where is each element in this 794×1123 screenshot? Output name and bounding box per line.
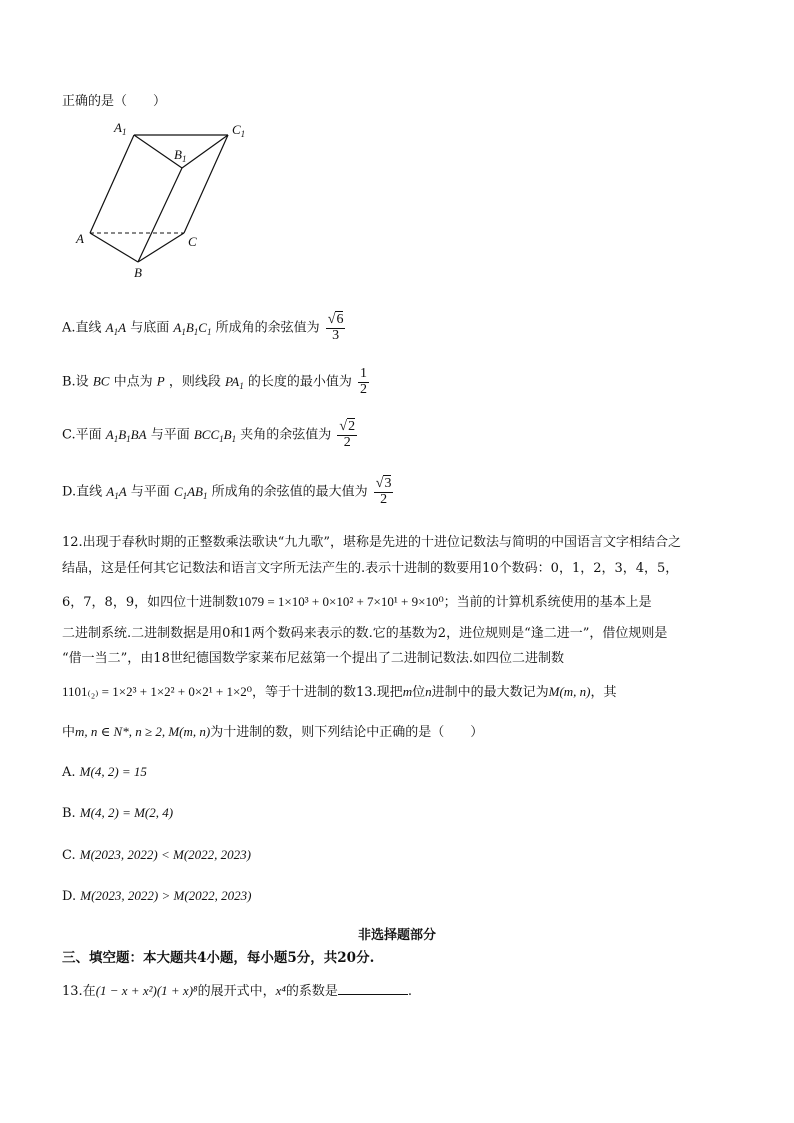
fraction-sqrt2-over-2: $\frac{√2}{2}$: [339, 419, 356, 450]
q11-option-c: C.平面 $A_1B_1BA$ 与平面 $BCC_1B_1$ 夹角的余弦值为 $\frac{√2}{2}$: [62, 419, 356, 450]
fraction-sqrt6-over-3: $\frac{√6}{3}$: [327, 312, 344, 343]
label-b1: $B_1$: [174, 147, 187, 164]
label-a: A: [76, 231, 84, 246]
label-b: B: [134, 265, 142, 280]
binomial-expression: (1 − x + x²)(1 + x)⁸: [95, 983, 198, 998]
edge-a-a1: [90, 135, 134, 233]
q11-option-a: A.直线 $A_1A$ 与底面 $A_1B_1C_1$ 所成角的余弦值为 $\frac{√6}{3}$: [62, 312, 344, 343]
q12-line-4: 二进制系统.二进制数据是用0和1两个数码来表示的数.它的基数为2，进位规则是“逢二进一”，借位规则是: [62, 626, 668, 641]
q12-line-6: 1101₍₂₎ = 1×2³ + 1×2² + 0×2¹ + 1×2⁰，等于十进制的数13.现把m位n进制中的最大数记为M(m, n)，其: [62, 684, 617, 700]
label-a1: $A_1$: [114, 120, 127, 137]
binary-expansion: 1101₍₂₎ = 1×2³ + 1×2² + 0×2¹ + 1×2⁰: [62, 684, 252, 699]
q12-option-a: A. M(4, 2) = 15: [62, 764, 147, 780]
q12-line-7: 中m, n ∈ N*, n ≥ 2, M(m, n)为十进制的数，则下列结论中正确的是（ ）: [62, 724, 484, 740]
edge-c-c1: [184, 135, 228, 233]
fraction-1-over-2: $\frac{1}{2}$: [360, 366, 368, 397]
q11-option-b: B.设 BC 中点为 P ，则线段 $PA_1$ 的长度的最小值为 $\frac{1}{2}$: [62, 366, 368, 397]
decimal-expansion: 1079 = 1×10³ + 0×10² + 7×10¹ + 9×10⁰: [238, 594, 444, 609]
q12-option-d: D. M(2023, 2022) > M(2022, 2023): [62, 888, 252, 904]
q12-option-c: C. M(2023, 2022) < M(2022, 2023): [62, 847, 252, 863]
q11-stem-tail: 正确的是（ ）: [62, 94, 167, 109]
domain-condition: m, n ∈ N*, n ≥ 2, M(m, n): [75, 724, 211, 739]
q12-option-b: B. M(4, 2) = M(2, 4): [62, 805, 174, 821]
q12-line-3: 6，7，8，9，如四位十进制数1079 = 1×10³ + 0×10² + 7×10¹ + 9×10⁰；当前的计算机系统使用的基本上是: [62, 594, 652, 610]
q11-option-d: D.直线 $A_1A$ 与平面 $C_1AB_1$ 所成角的余弦值的最大值为 $\frac{√3}{2}$: [62, 476, 392, 507]
answer-blank[interactable]: [338, 982, 408, 995]
q13-question: 13.在(1 − x + x²)(1 + x)⁸的展开式中，x⁴的系数是 .: [62, 983, 413, 999]
q12-line-5: “借一当二”，由18世纪德国数学家莱布尼兹第一个提出了二进制记数法.如四位二进制数: [62, 651, 564, 666]
label-c: C: [188, 234, 197, 249]
q12-line-2: 结晶，这是任何其它记数法和语言文字所无法产生的.表示十进制的数要用10个数码：0，1，2，3，4，5，: [62, 561, 679, 576]
section-heading: 三、填空题：本大题共4小题，每小题5分，共20分.: [62, 950, 375, 966]
edge-a-b: [90, 233, 138, 262]
fraction-sqrt3-over-2: $\frac{√3}{2}$: [375, 476, 392, 507]
prism-figure: [70, 115, 270, 285]
label-c1: $C_1$: [232, 122, 246, 139]
q12-line-1: 12.出现于春秋时期的正整数乘法歌诀“九九歌”，堪称是先进的十进位记数法与简明的中国语言文字相结合之: [62, 535, 681, 550]
section-title: 非选择题部分: [357, 928, 436, 943]
